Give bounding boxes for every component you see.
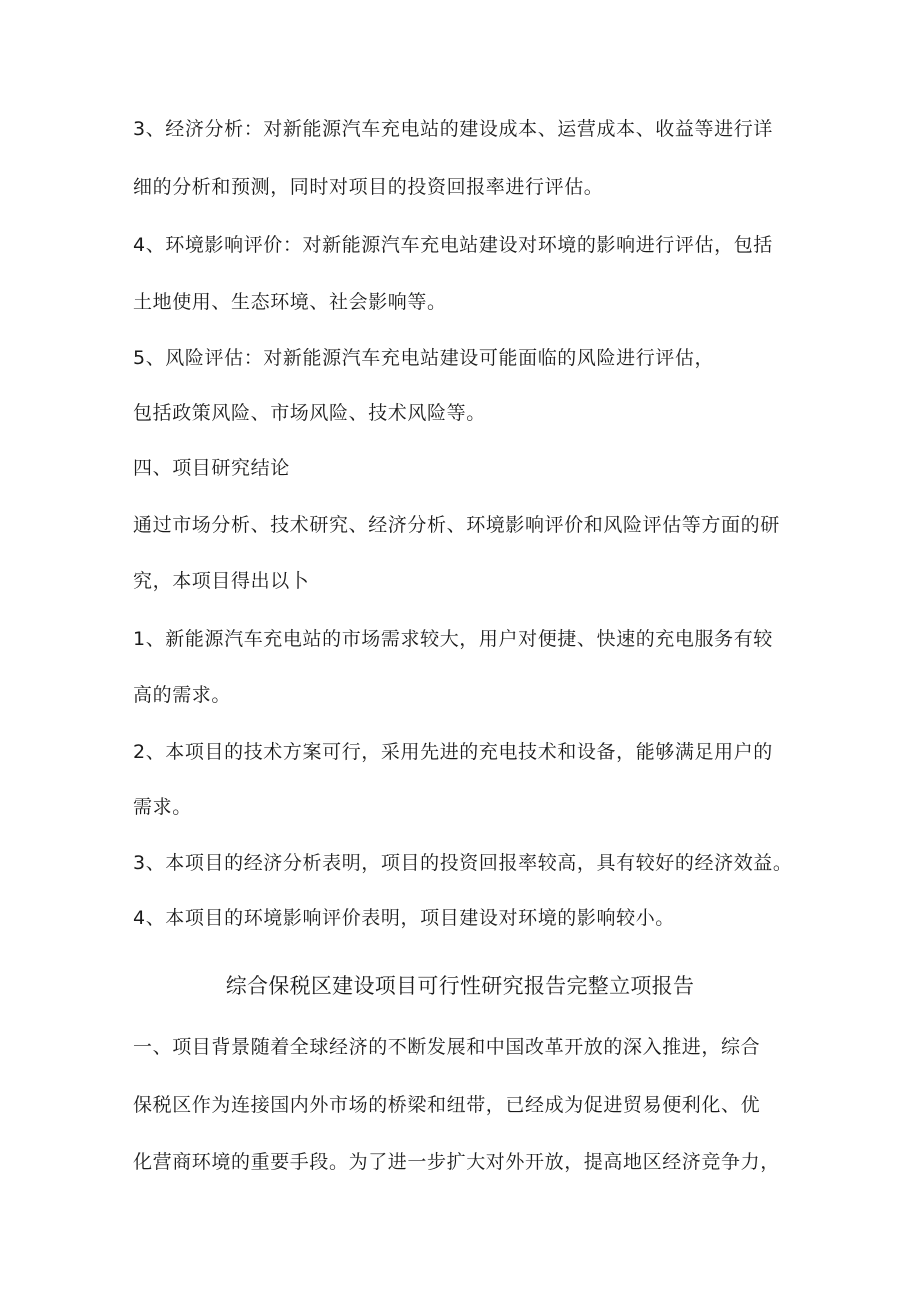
text-line: 细的分析和预测，同时对项目的投资回报率进行评估。 — [133, 176, 604, 198]
text-line: 1、新能源汽车充电站的市场需求较大，用户对便捷、快速的充电服务有较 — [133, 628, 773, 650]
text-line: 5、风险评估：对新能源汽车充电站建设可能面临的风险进行评估， — [133, 347, 715, 369]
text-line: 通过市场分析、技术研究、经济分析、环境影响评价和风险评估等方面的研 — [133, 514, 780, 536]
text-line: 究，本项目得出以卜 — [133, 570, 310, 592]
text-line: 土地使用、生态环境、社会影响等。 — [133, 291, 447, 313]
text-line: 2、本项目的技术方案可行，采用先进的充电技术和设备，能够满足用户的 — [133, 741, 773, 763]
text-line: 3、经济分析：对新能源汽车充电站的建设成本、运营成本、收益等进行详 — [133, 118, 773, 140]
text-line: 4、本项目的环境影响评价表明，项目建设对环境的影响较小。 — [133, 907, 675, 929]
text-line: 需求。 — [133, 796, 192, 818]
text-line: 化营商环境的重要手段。为了进一步扩大对外开放，提高地区经济竞争力， — [133, 1151, 780, 1173]
text-line: 包括政策风险、市场风险、技术风险等。 — [133, 402, 486, 424]
document-title: 综合保税区建设项目可行性研究报告完整立项报告 — [225, 974, 695, 998]
text-line: 高的需求。 — [133, 684, 232, 706]
section-heading: 四、项目研究结论 — [133, 457, 290, 479]
text-line: 一、项目背景随着全球经济的不断发展和中国改革开放的深入推进，综合 — [133, 1036, 761, 1058]
text-line: 4、环境影响评价：对新能源汽车充电站建设对环境的影响进行评估，包括 — [133, 234, 773, 256]
text-line: 3、本项目的经济分析表明，项目的投资回报率较高，具有较好的经济效益。 — [133, 852, 793, 874]
text-line: 保税区作为连接国内外市场的桥梁和纽带，已经成为促进贸易便利化、优 — [133, 1094, 761, 1116]
